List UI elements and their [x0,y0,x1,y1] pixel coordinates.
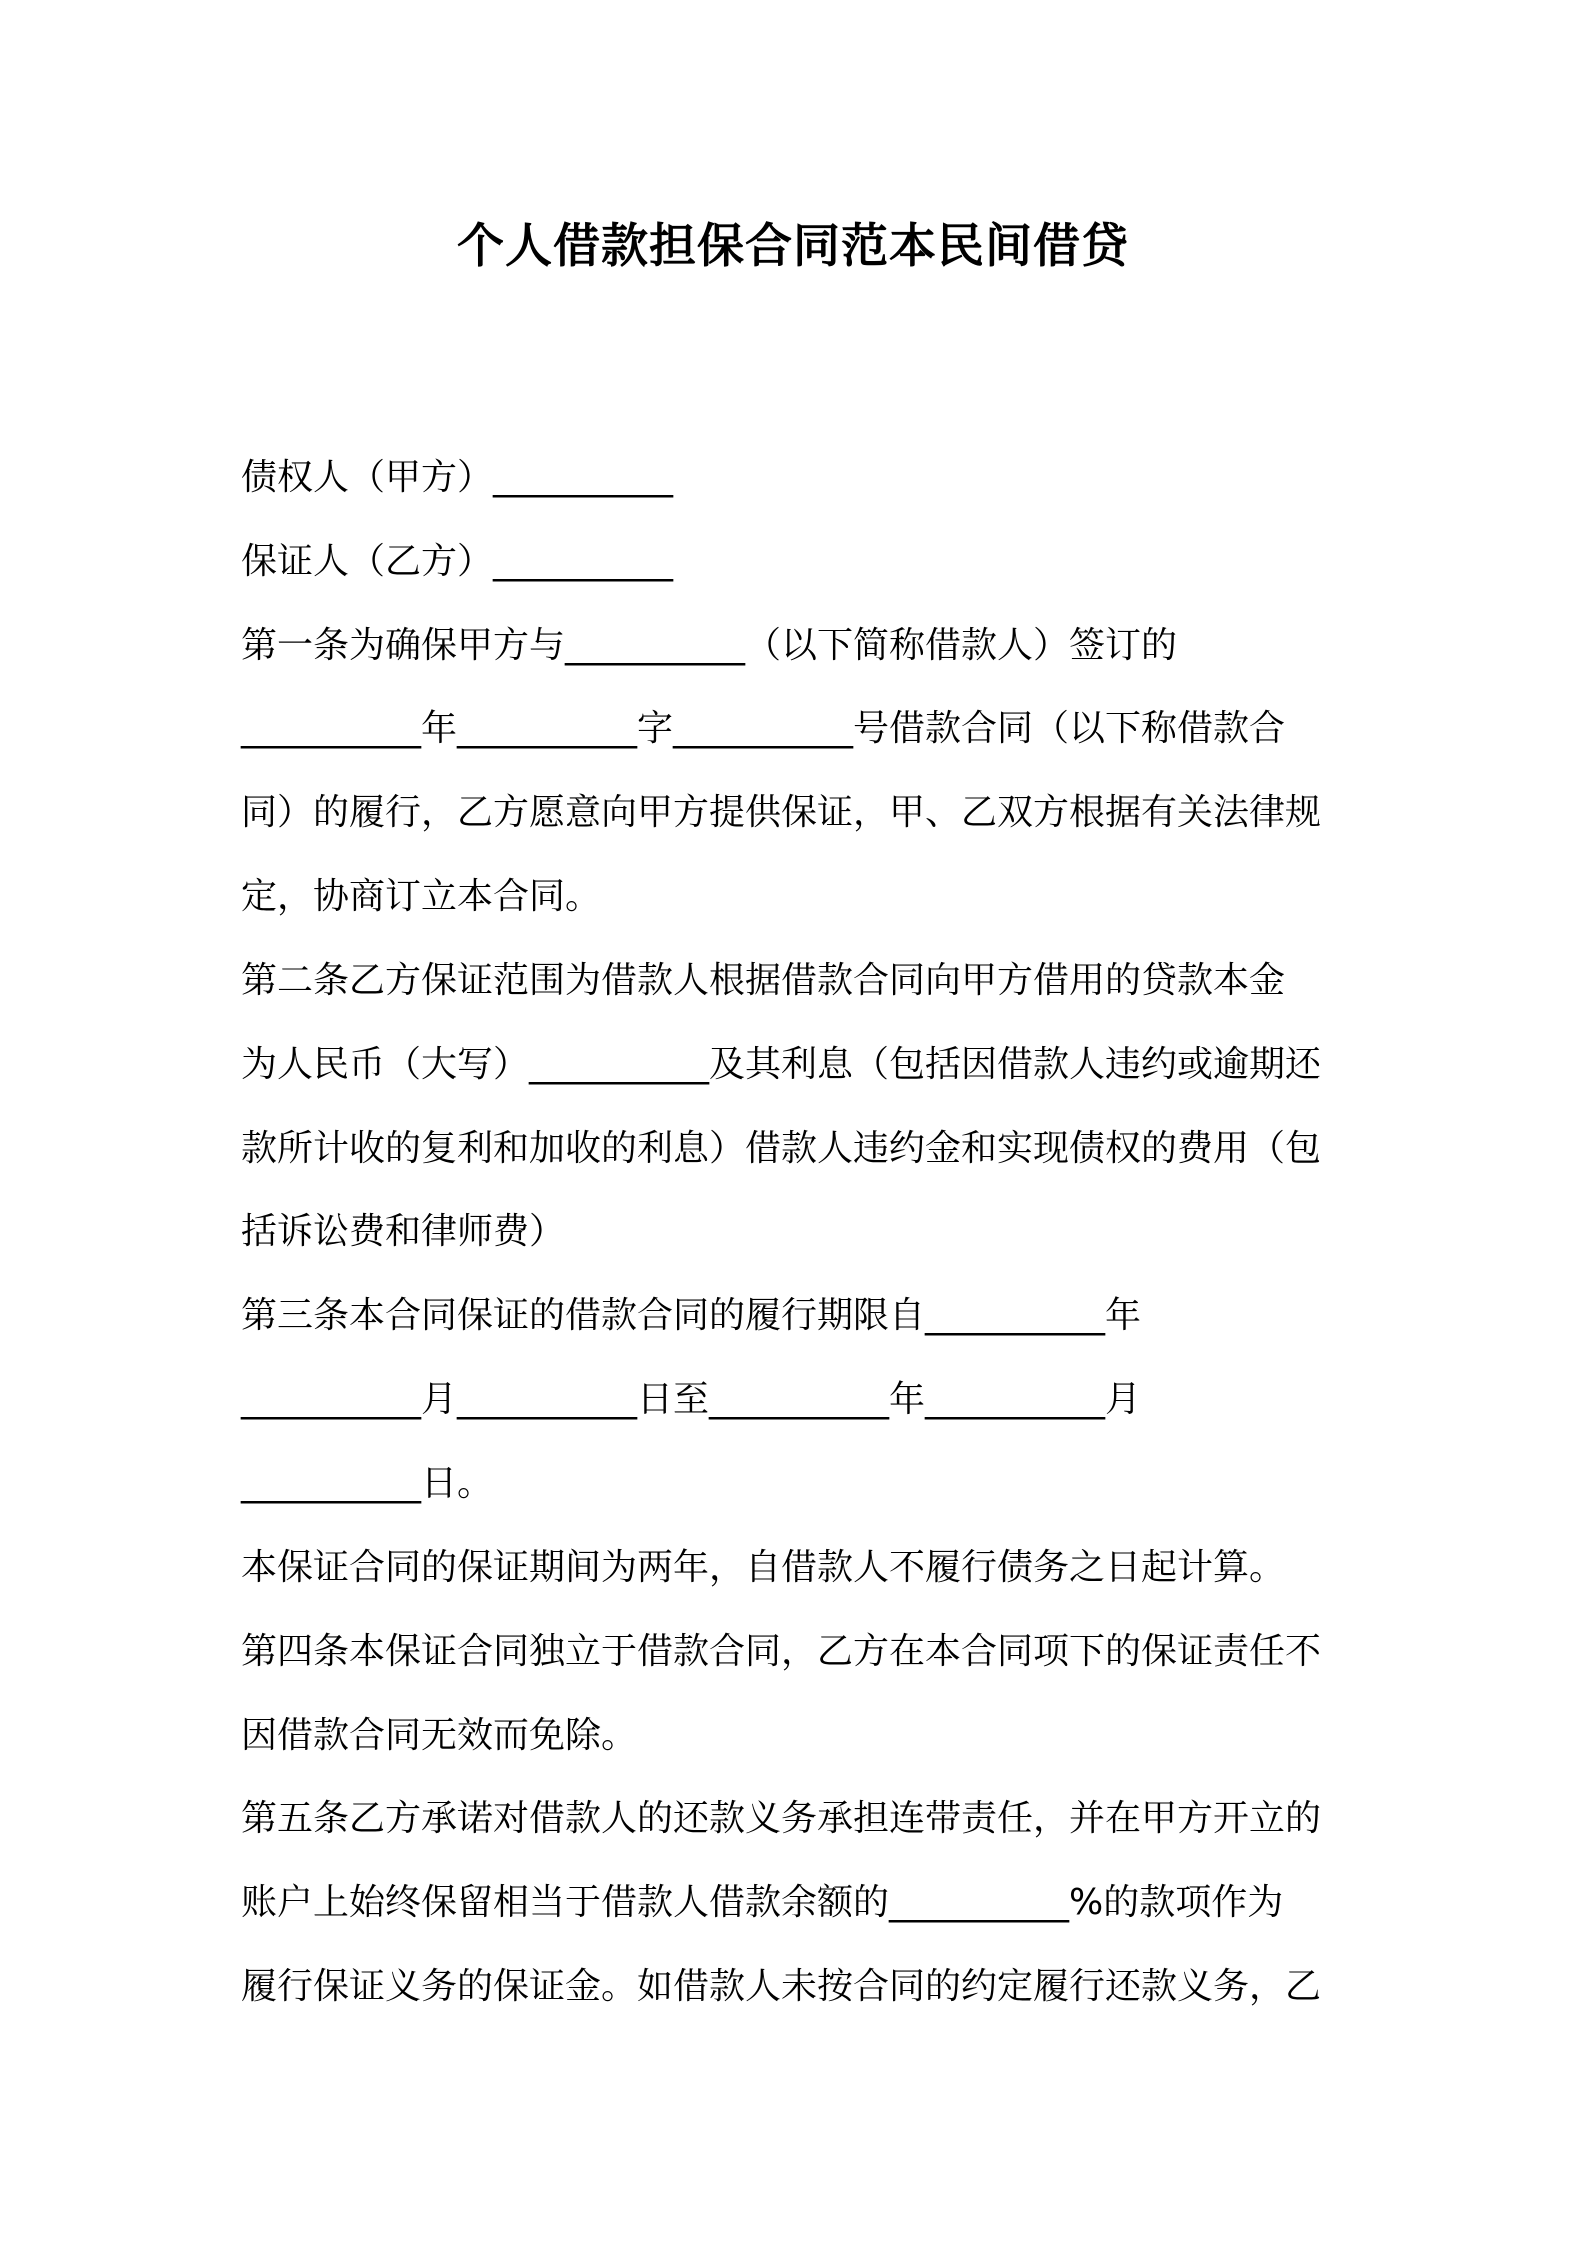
text-line: __________月__________日至__________年__________月 [241,1379,1141,1420]
text-line: 第二条乙方保证范围为借款人根据借款合同向甲方借用的贷款本金 [241,960,1286,1001]
text-line: 本保证合同的保证期间为两年，自借款人不履行债务之日起计算。 [241,1547,1286,1588]
text-line: 履行保证义务的保证金。如借款人未按合同的约定履行还款义务，乙 [241,1966,1322,2007]
text-line: 债权人（甲方）__________ [241,457,674,498]
text-line: 款所计收的复利和加收的利息）借款人违约金和实现债权的费用（包 [241,1128,1322,1169]
text-line: 第一条为确保甲方与__________（以下简称借款人）签订的 [241,625,1178,666]
text-line: 保证人（乙方）__________ [241,541,674,582]
document-title: 个人借款担保合同范本民间借贷 [457,219,1129,274]
text-line: 第四条本保证合同独立于借款合同，乙方在本合同项下的保证责任不 [241,1631,1322,1672]
text-line: 括诉讼费和律师费） [241,1211,566,1252]
text-line: 同）的履行，乙方愿意向甲方提供保证，甲、乙双方根据有关法律规 [241,792,1322,833]
text-line: 因借款合同无效而免除。 [241,1715,638,1756]
text-line: __________年__________字__________号借款合同（以下称借款合 [241,708,1286,749]
text-line: 定，协商订立本合同。 [241,876,602,917]
text-line: __________日。 [241,1463,494,1504]
text-line: 第五条乙方承诺对借款人的还款义务承担连带责任，并在甲方开立的 [241,1798,1322,1839]
text-line: 为人民币（大写）__________及其利息（包括因借款人违约或逾期还 [241,1044,1322,1085]
text-line: 第三条本合同保证的借款合同的履行期限自__________年 [241,1295,1142,1336]
text-line: 账户上始终保留相当于借款人借款余额的__________%的款项作为 [241,1882,1284,1923]
